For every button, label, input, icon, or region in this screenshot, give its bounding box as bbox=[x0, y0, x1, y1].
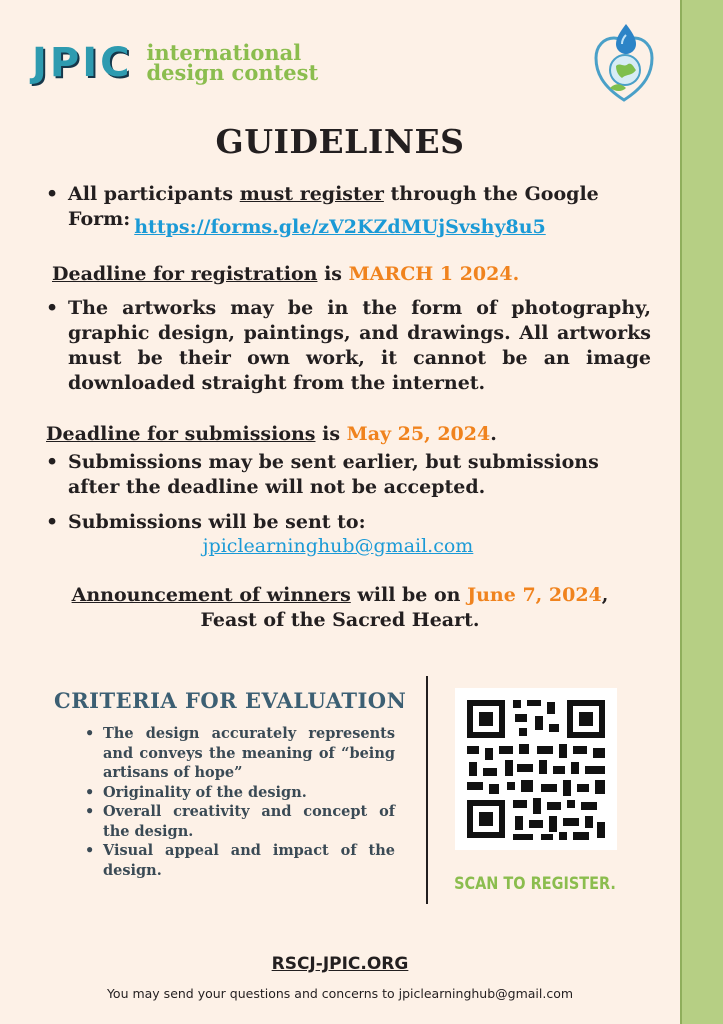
qr-code-icon[interactable] bbox=[455, 688, 617, 850]
registration-deadline: Deadline for registration is MARCH 1 2024. bbox=[52, 263, 520, 285]
register-bullet: • All participants must register through the Google Form: bbox=[46, 183, 599, 230]
feast-line: Feast of the Sacred Heart. bbox=[200, 609, 480, 631]
criteria-list bbox=[85, 724, 395, 880]
criteria-title: CRITERIA FOR EVALUATION bbox=[54, 688, 407, 713]
registration-date: MARCH 1 2024. bbox=[348, 263, 520, 285]
website-link[interactable]: RSCJ-JPIC.ORG bbox=[271, 954, 409, 974]
page-title: GUIDELINES bbox=[215, 122, 465, 161]
early-submission-bullet: • Submissions may be sent earlier, but submissions after the deadline will not be accepted. bbox=[46, 450, 651, 500]
criteria-item: • Visual appeal and impact of the design. bbox=[85, 841, 395, 880]
brand-subtitle bbox=[146, 40, 319, 85]
brand-subtitle-line2: design contest bbox=[146, 60, 319, 85]
winners-date: June 7, 2024 bbox=[467, 584, 602, 606]
artworks-bullet: • The artworks may be in the form of photography, graphic design, paintings, and drawings. All artworks must be their own work, it cannot be an image downloaded straight from the internet. bbox=[46, 297, 651, 394]
submission-deadline: Deadline for submissions is May 25, 2024. bbox=[46, 423, 497, 445]
bullet-dot: • bbox=[46, 183, 59, 205]
submission-email-link[interactable]: jpiclearninghub@gmail.com bbox=[202, 535, 474, 557]
criteria-item: • Overall creativity and concept of the design. bbox=[85, 802, 395, 841]
artworks-text: The artworks may be in the form of photography, graphic design, paintings, and drawings. All artworks must be their own work, it cannot be an image downloaded straight from the internet. bbox=[68, 297, 651, 394]
footer-contact-text: You may send your questions and concerns to jpiclearninghub@gmail.com bbox=[106, 986, 574, 1001]
brand-subtitle-line1: international bbox=[146, 40, 302, 65]
vertical-divider bbox=[426, 676, 428, 904]
water-drop-globe-heart-icon bbox=[592, 22, 656, 104]
must-register-emphasis: must register bbox=[239, 183, 384, 205]
side-band bbox=[680, 0, 723, 1024]
header bbox=[32, 38, 318, 88]
scan-to-register-label: SCAN TO REGISTER. bbox=[454, 874, 616, 894]
sent-to-bullet: • Submissions will be sent to: bbox=[46, 510, 651, 535]
sent-to-label: Submissions will be sent to: bbox=[68, 511, 366, 533]
criteria-item: • The design accurately represents and conveys the meaning of “being artisans of hope” bbox=[85, 724, 395, 783]
google-form-link[interactable]: https://forms.gle/zV2KZdMUjSvshy8u5 bbox=[134, 216, 546, 238]
brand-logo-text: JPIC bbox=[32, 40, 133, 86]
submission-date: May 25, 2024 bbox=[346, 423, 491, 445]
criteria-item: • Originality of the design. bbox=[85, 783, 395, 803]
early-submission-text: Submissions may be sent earlier, but submissions after the deadline will not be accepted. bbox=[68, 451, 599, 498]
winners-announcement: Announcement of winners will be on June 7, 2024, bbox=[71, 584, 609, 606]
